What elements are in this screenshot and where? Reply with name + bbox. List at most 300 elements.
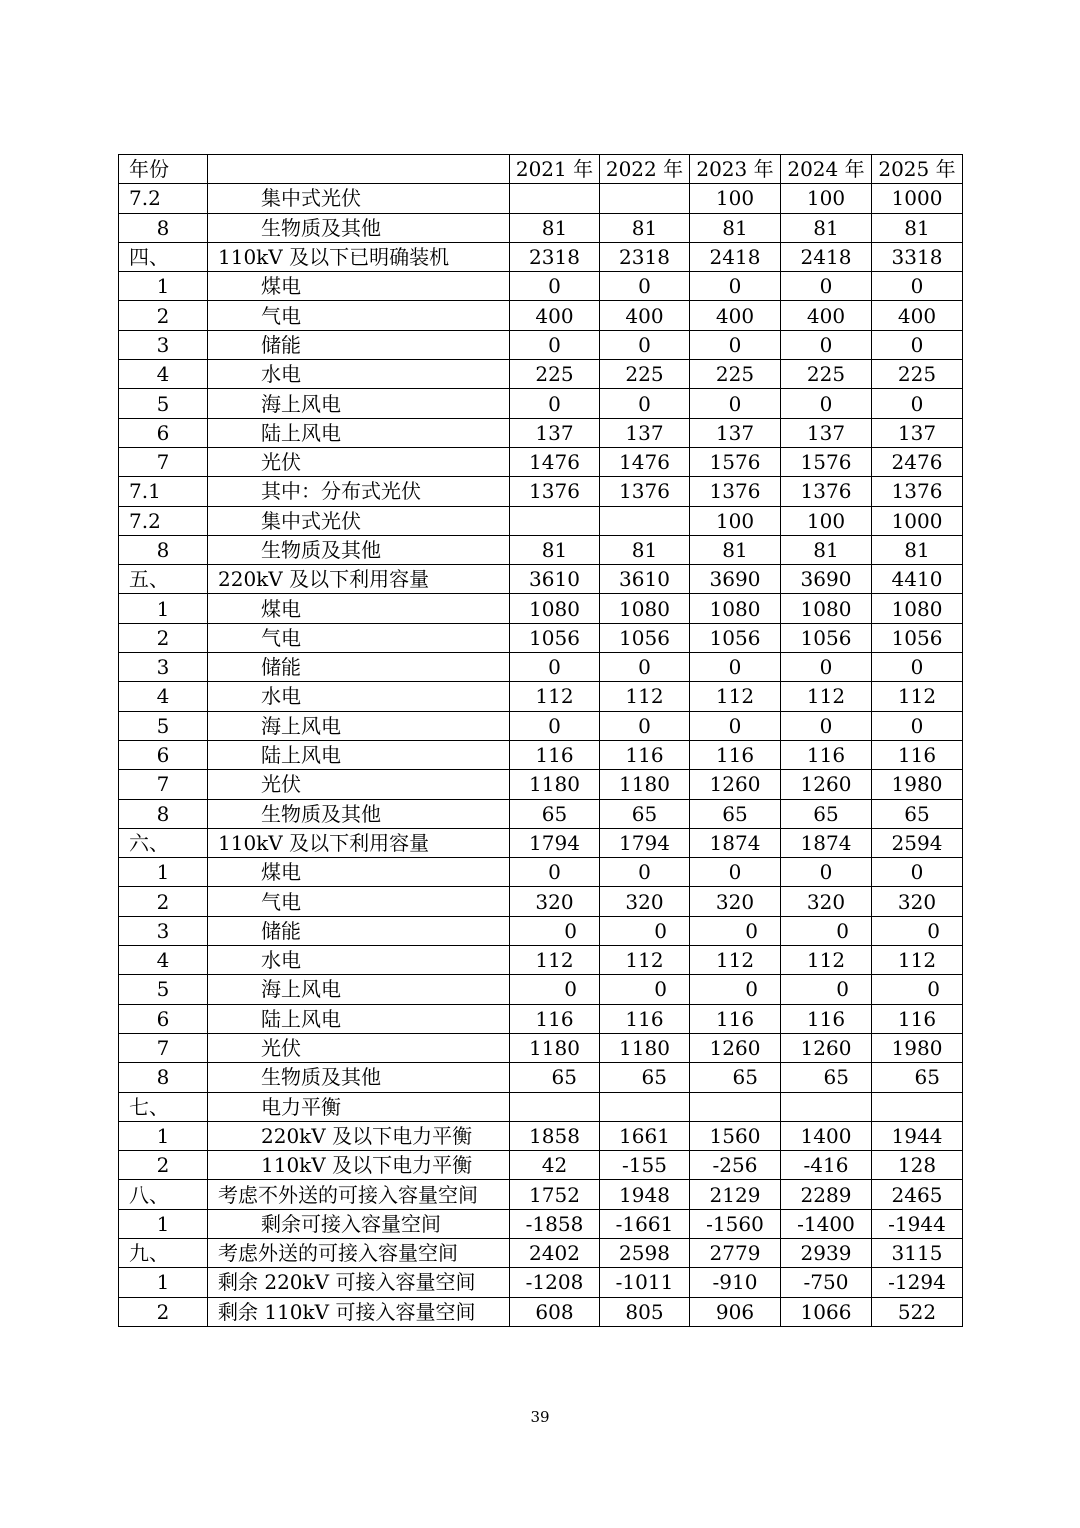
cell-value xyxy=(781,1092,872,1121)
cell-value: 1000 xyxy=(872,184,963,213)
cell-value: 0 xyxy=(781,389,872,418)
cell-value: 2129 xyxy=(690,1180,781,1209)
row-item-name: 其中：分布式光伏 xyxy=(208,477,510,506)
cell-value: 2594 xyxy=(872,828,963,857)
table-row xyxy=(119,1151,963,1180)
table-row xyxy=(119,740,963,769)
row-item-name: 考虑外送的可接入容量空间 xyxy=(208,1238,510,1267)
row-item-name: 陆上风电 xyxy=(208,740,510,769)
table-row xyxy=(119,770,963,799)
cell-value: 1560 xyxy=(690,1121,781,1150)
cell-value: 320 xyxy=(510,887,600,916)
table-row xyxy=(119,858,963,887)
cell-value: 1260 xyxy=(690,770,781,799)
cell-value: 3318 xyxy=(872,242,963,271)
cell-value: 116 xyxy=(690,740,781,769)
cell-value: 1080 xyxy=(872,594,963,623)
cell-value xyxy=(690,1092,781,1121)
cell-value: 2779 xyxy=(690,1238,781,1267)
cell-value: -155 xyxy=(600,1151,690,1180)
cell-value: 1794 xyxy=(600,828,690,857)
row-number: 4 xyxy=(119,360,208,389)
row-item-name: 海上风电 xyxy=(208,711,510,740)
cell-value: 2402 xyxy=(510,1238,600,1267)
row-number: 5 xyxy=(119,389,208,418)
cell-value: 1376 xyxy=(872,477,963,506)
cell-value: -1858 xyxy=(510,1209,600,1238)
table-row xyxy=(119,535,963,564)
header-year: 2023 年 xyxy=(690,155,781,184)
cell-value: 116 xyxy=(510,740,600,769)
cell-value: 137 xyxy=(781,418,872,447)
row-item-name: 海上风电 xyxy=(208,389,510,418)
cell-value xyxy=(600,184,690,213)
row-number: 2 xyxy=(119,301,208,330)
cell-value: 0 xyxy=(510,653,600,682)
row-number: 7 xyxy=(119,1033,208,1062)
row-number: 1 xyxy=(119,594,208,623)
cell-value: 400 xyxy=(600,301,690,330)
table-row xyxy=(119,1092,963,1121)
cell-value: 112 xyxy=(872,682,963,711)
row-item-name: 剩余 110kV 可接入容量空间 xyxy=(208,1297,510,1326)
cell-value: 0 xyxy=(872,272,963,301)
row-number: 2 xyxy=(119,887,208,916)
cell-value xyxy=(510,184,600,213)
table-row xyxy=(119,1238,963,1267)
cell-value: 2598 xyxy=(600,1238,690,1267)
cell-value: 100 xyxy=(690,184,781,213)
cell-value: 1980 xyxy=(872,1033,963,1062)
cell-value: 65 xyxy=(510,1063,600,1092)
row-number: 5 xyxy=(119,711,208,740)
cell-value: 1080 xyxy=(690,594,781,623)
cell-value: -750 xyxy=(781,1268,872,1297)
row-item-name: 集中式光伏 xyxy=(208,506,510,535)
page-number: 39 xyxy=(530,1408,550,1426)
cell-value: 0 xyxy=(690,711,781,740)
row-number: 7 xyxy=(119,770,208,799)
cell-value: 0 xyxy=(781,711,872,740)
cell-value: 320 xyxy=(872,887,963,916)
table-row xyxy=(119,975,963,1004)
row-number: 3 xyxy=(119,330,208,359)
cell-value: 1080 xyxy=(781,594,872,623)
cell-value: 0 xyxy=(600,975,690,1004)
cell-value: 81 xyxy=(781,213,872,242)
row-number: 九、 xyxy=(119,1238,208,1267)
row-number: 7 xyxy=(119,447,208,476)
row-item-name: 220kV 及以下利用容量 xyxy=(208,565,510,594)
header-year: 2021 年 xyxy=(510,155,600,184)
row-item-name: 储能 xyxy=(208,330,510,359)
cell-value: 0 xyxy=(872,653,963,682)
row-number: 8 xyxy=(119,799,208,828)
table-row xyxy=(119,272,963,301)
row-item-name: 生物质及其他 xyxy=(208,535,510,564)
cell-value: 112 xyxy=(510,946,600,975)
cell-value: 1056 xyxy=(600,623,690,652)
cell-value: 112 xyxy=(781,946,872,975)
cell-value: 1056 xyxy=(690,623,781,652)
row-number: 6 xyxy=(119,740,208,769)
cell-value: 128 xyxy=(872,1151,963,1180)
cell-value: 1180 xyxy=(510,770,600,799)
cell-value: 0 xyxy=(600,858,690,887)
cell-value: 1794 xyxy=(510,828,600,857)
cell-value: 0 xyxy=(781,975,872,1004)
cell-value: 0 xyxy=(872,975,963,1004)
cell-value: 116 xyxy=(781,1004,872,1033)
table-row xyxy=(119,1121,963,1150)
row-item-name: 储能 xyxy=(208,653,510,682)
cell-value: 0 xyxy=(510,975,600,1004)
cell-value: 2465 xyxy=(872,1180,963,1209)
cell-value: 1180 xyxy=(600,1033,690,1062)
cell-value: 2418 xyxy=(781,242,872,271)
cell-value: 100 xyxy=(781,506,872,535)
cell-value: 3610 xyxy=(600,565,690,594)
table-row xyxy=(119,653,963,682)
row-number: 8 xyxy=(119,535,208,564)
row-number: 2 xyxy=(119,623,208,652)
row-item-name: 海上风电 xyxy=(208,975,510,1004)
cell-value: 112 xyxy=(781,682,872,711)
cell-value: 0 xyxy=(690,272,781,301)
cell-value: 81 xyxy=(600,213,690,242)
table-row xyxy=(119,1209,963,1238)
cell-value: 1180 xyxy=(600,770,690,799)
cell-value: 65 xyxy=(781,799,872,828)
row-item-name: 考虑不外送的可接入容量空间 xyxy=(208,1180,510,1209)
cell-value: 100 xyxy=(690,506,781,535)
cell-value: 81 xyxy=(872,213,963,242)
row-item-name: 生物质及其他 xyxy=(208,799,510,828)
cell-value: 1874 xyxy=(781,828,872,857)
cell-value: 112 xyxy=(510,682,600,711)
table-row xyxy=(119,1180,963,1209)
cell-value: 116 xyxy=(872,740,963,769)
cell-value: 1180 xyxy=(510,1033,600,1062)
cell-value: 0 xyxy=(781,858,872,887)
row-number: 5 xyxy=(119,975,208,1004)
row-number: 2 xyxy=(119,1297,208,1326)
cell-value: -416 xyxy=(781,1151,872,1180)
row-number: 8 xyxy=(119,213,208,242)
cell-value: 1476 xyxy=(510,447,600,476)
cell-value: 0 xyxy=(872,858,963,887)
row-item-name: 煤电 xyxy=(208,858,510,887)
row-number: 4 xyxy=(119,682,208,711)
cell-value: 0 xyxy=(690,653,781,682)
cell-value: 1944 xyxy=(872,1121,963,1150)
row-number: 1 xyxy=(119,1209,208,1238)
cell-value: 1376 xyxy=(510,477,600,506)
cell-value: 400 xyxy=(690,301,781,330)
table-row xyxy=(119,184,963,213)
cell-value: 65 xyxy=(872,799,963,828)
row-number: 3 xyxy=(119,916,208,945)
cell-value: 0 xyxy=(872,330,963,359)
table-row xyxy=(119,594,963,623)
cell-value: 137 xyxy=(690,418,781,447)
cell-value: 4410 xyxy=(872,565,963,594)
cell-value: 400 xyxy=(781,301,872,330)
cell-value: 65 xyxy=(600,799,690,828)
row-item-name: 剩余可接入容量空间 xyxy=(208,1209,510,1238)
table-row xyxy=(119,623,963,652)
cell-value: -1294 xyxy=(872,1268,963,1297)
row-number: 7.2 xyxy=(119,506,208,535)
cell-value: 225 xyxy=(510,360,600,389)
cell-value: 805 xyxy=(600,1297,690,1326)
table-row xyxy=(119,418,963,447)
table-row xyxy=(119,242,963,271)
row-item-name: 剩余 220kV 可接入容量空间 xyxy=(208,1268,510,1297)
table-row xyxy=(119,916,963,945)
cell-value: 1260 xyxy=(781,1033,872,1062)
cell-value: 0 xyxy=(600,916,690,945)
table-row xyxy=(119,506,963,535)
cell-value: 81 xyxy=(510,213,600,242)
cell-value: 2289 xyxy=(781,1180,872,1209)
cell-value: 81 xyxy=(690,213,781,242)
row-item-name: 水电 xyxy=(208,360,510,389)
row-number: 6 xyxy=(119,1004,208,1033)
cell-value: 112 xyxy=(690,682,781,711)
row-item-name: 气电 xyxy=(208,887,510,916)
cell-value: 1858 xyxy=(510,1121,600,1150)
row-item-name: 集中式光伏 xyxy=(208,184,510,213)
table-row xyxy=(119,711,963,740)
cell-value xyxy=(510,1092,600,1121)
cell-value: 1874 xyxy=(690,828,781,857)
cell-value: 0 xyxy=(600,653,690,682)
row-item-name: 陆上风电 xyxy=(208,1004,510,1033)
row-number: 6 xyxy=(119,418,208,447)
cell-value: 0 xyxy=(510,711,600,740)
cell-value xyxy=(600,506,690,535)
cell-value: 1948 xyxy=(600,1180,690,1209)
cell-value: 906 xyxy=(690,1297,781,1326)
cell-value: 225 xyxy=(690,360,781,389)
cell-value: 1260 xyxy=(781,770,872,799)
table-row xyxy=(119,360,963,389)
row-item-name: 生物质及其他 xyxy=(208,1063,510,1092)
cell-value: 2318 xyxy=(510,242,600,271)
capacity-table xyxy=(118,154,963,1327)
cell-value: 1000 xyxy=(872,506,963,535)
cell-value: 81 xyxy=(600,535,690,564)
cell-value: 137 xyxy=(872,418,963,447)
row-item-name: 光伏 xyxy=(208,447,510,476)
cell-value: 116 xyxy=(690,1004,781,1033)
cell-value: 1080 xyxy=(600,594,690,623)
cell-value: 42 xyxy=(510,1151,600,1180)
row-item-name: 水电 xyxy=(208,946,510,975)
table-row xyxy=(119,477,963,506)
row-number: 4 xyxy=(119,946,208,975)
cell-value: 1576 xyxy=(690,447,781,476)
cell-value: 1080 xyxy=(510,594,600,623)
cell-value: 3115 xyxy=(872,1238,963,1267)
row-item-name: 光伏 xyxy=(208,1033,510,1062)
row-number: 五、 xyxy=(119,565,208,594)
row-item-name: 煤电 xyxy=(208,272,510,301)
cell-value: 0 xyxy=(781,330,872,359)
cell-value: 1056 xyxy=(872,623,963,652)
cell-value: 2418 xyxy=(690,242,781,271)
row-number: 3 xyxy=(119,653,208,682)
row-number: 四、 xyxy=(119,242,208,271)
cell-value: 608 xyxy=(510,1297,600,1326)
cell-value: -1011 xyxy=(600,1268,690,1297)
cell-value: 320 xyxy=(781,887,872,916)
header-year-label: 年份 xyxy=(119,155,208,184)
cell-value: 0 xyxy=(690,916,781,945)
table-row xyxy=(119,301,963,330)
row-number: 8 xyxy=(119,1063,208,1092)
cell-value: 1980 xyxy=(872,770,963,799)
cell-value: 81 xyxy=(872,535,963,564)
cell-value: 116 xyxy=(872,1004,963,1033)
cell-value: 81 xyxy=(690,535,781,564)
table-row xyxy=(119,1004,963,1033)
cell-value: 1661 xyxy=(600,1121,690,1150)
row-number: 1 xyxy=(119,858,208,887)
cell-value: 1476 xyxy=(600,447,690,476)
row-number: 七、 xyxy=(119,1092,208,1121)
row-number: 六、 xyxy=(119,828,208,857)
cell-value: 81 xyxy=(781,535,872,564)
cell-value: 1066 xyxy=(781,1297,872,1326)
table-row xyxy=(119,1268,963,1297)
cell-value: -1208 xyxy=(510,1268,600,1297)
row-item-name: 水电 xyxy=(208,682,510,711)
cell-value: 2476 xyxy=(872,447,963,476)
table-row xyxy=(119,887,963,916)
cell-value: 0 xyxy=(690,975,781,1004)
cell-value: 0 xyxy=(690,389,781,418)
cell-value: 0 xyxy=(781,653,872,682)
cell-value: 0 xyxy=(510,389,600,418)
cell-value: 65 xyxy=(872,1063,963,1092)
cell-value: 0 xyxy=(872,916,963,945)
cell-value: 0 xyxy=(600,711,690,740)
cell-value: -910 xyxy=(690,1268,781,1297)
cell-value: 0 xyxy=(600,330,690,359)
cell-value: 0 xyxy=(781,272,872,301)
cell-value: 0 xyxy=(600,389,690,418)
cell-value: 2939 xyxy=(781,1238,872,1267)
header-year: 2022 年 xyxy=(600,155,690,184)
cell-value: -1661 xyxy=(600,1209,690,1238)
row-item-name: 电力平衡 xyxy=(208,1092,510,1121)
row-item-name: 储能 xyxy=(208,916,510,945)
cell-value: 65 xyxy=(510,799,600,828)
cell-value: 225 xyxy=(600,360,690,389)
cell-value: 137 xyxy=(600,418,690,447)
row-item-name: 气电 xyxy=(208,301,510,330)
cell-value: 65 xyxy=(600,1063,690,1092)
cell-value: 2318 xyxy=(600,242,690,271)
table-row xyxy=(119,1297,963,1326)
cell-value: 112 xyxy=(690,946,781,975)
cell-value: 1752 xyxy=(510,1180,600,1209)
cell-value: 1056 xyxy=(781,623,872,652)
cell-value: 0 xyxy=(510,330,600,359)
row-item-name: 110kV 及以下利用容量 xyxy=(208,828,510,857)
row-number: 7.2 xyxy=(119,184,208,213)
row-number: 1 xyxy=(119,1121,208,1150)
cell-value: 0 xyxy=(600,272,690,301)
row-item-name: 110kV 及以下电力平衡 xyxy=(208,1151,510,1180)
cell-value: 3610 xyxy=(510,565,600,594)
cell-value: -1560 xyxy=(690,1209,781,1238)
cell-value: 1576 xyxy=(781,447,872,476)
cell-value: 0 xyxy=(690,858,781,887)
cell-value: 522 xyxy=(872,1297,963,1326)
cell-value: 116 xyxy=(510,1004,600,1033)
cell-value: 65 xyxy=(690,799,781,828)
cell-value: 225 xyxy=(872,360,963,389)
cell-value: 0 xyxy=(872,389,963,418)
row-item-name: 煤电 xyxy=(208,594,510,623)
cell-value: 137 xyxy=(510,418,600,447)
table-row xyxy=(119,1063,963,1092)
cell-value: 1056 xyxy=(510,623,600,652)
row-item-name: 生物质及其他 xyxy=(208,213,510,242)
cell-value: 400 xyxy=(510,301,600,330)
row-item-name: 光伏 xyxy=(208,770,510,799)
cell-value: 65 xyxy=(781,1063,872,1092)
cell-value: 1260 xyxy=(690,1033,781,1062)
row-item-name: 气电 xyxy=(208,623,510,652)
header-blank xyxy=(208,155,510,184)
cell-value: 112 xyxy=(872,946,963,975)
cell-value: 1376 xyxy=(781,477,872,506)
table-row xyxy=(119,213,963,242)
header-year: 2024 年 xyxy=(781,155,872,184)
cell-value: -1400 xyxy=(781,1209,872,1238)
row-number: 1 xyxy=(119,272,208,301)
cell-value: 3690 xyxy=(690,565,781,594)
cell-value: 65 xyxy=(690,1063,781,1092)
cell-value: 112 xyxy=(600,682,690,711)
table-row xyxy=(119,682,963,711)
cell-value: 116 xyxy=(600,1004,690,1033)
cell-value xyxy=(872,1092,963,1121)
cell-value: 116 xyxy=(781,740,872,769)
header-row xyxy=(119,155,963,184)
cell-value: -1944 xyxy=(872,1209,963,1238)
row-number: 7.1 xyxy=(119,477,208,506)
cell-value: 0 xyxy=(690,330,781,359)
cell-value: 81 xyxy=(510,535,600,564)
table-row xyxy=(119,330,963,359)
cell-value xyxy=(600,1092,690,1121)
table-row xyxy=(119,447,963,476)
cell-value: 116 xyxy=(600,740,690,769)
cell-value: 320 xyxy=(600,887,690,916)
cell-value: 0 xyxy=(510,272,600,301)
row-number: 2 xyxy=(119,1151,208,1180)
cell-value: 0 xyxy=(781,916,872,945)
cell-value: 225 xyxy=(781,360,872,389)
cell-value: 100 xyxy=(781,184,872,213)
cell-value: 0 xyxy=(510,858,600,887)
cell-value: 0 xyxy=(872,711,963,740)
